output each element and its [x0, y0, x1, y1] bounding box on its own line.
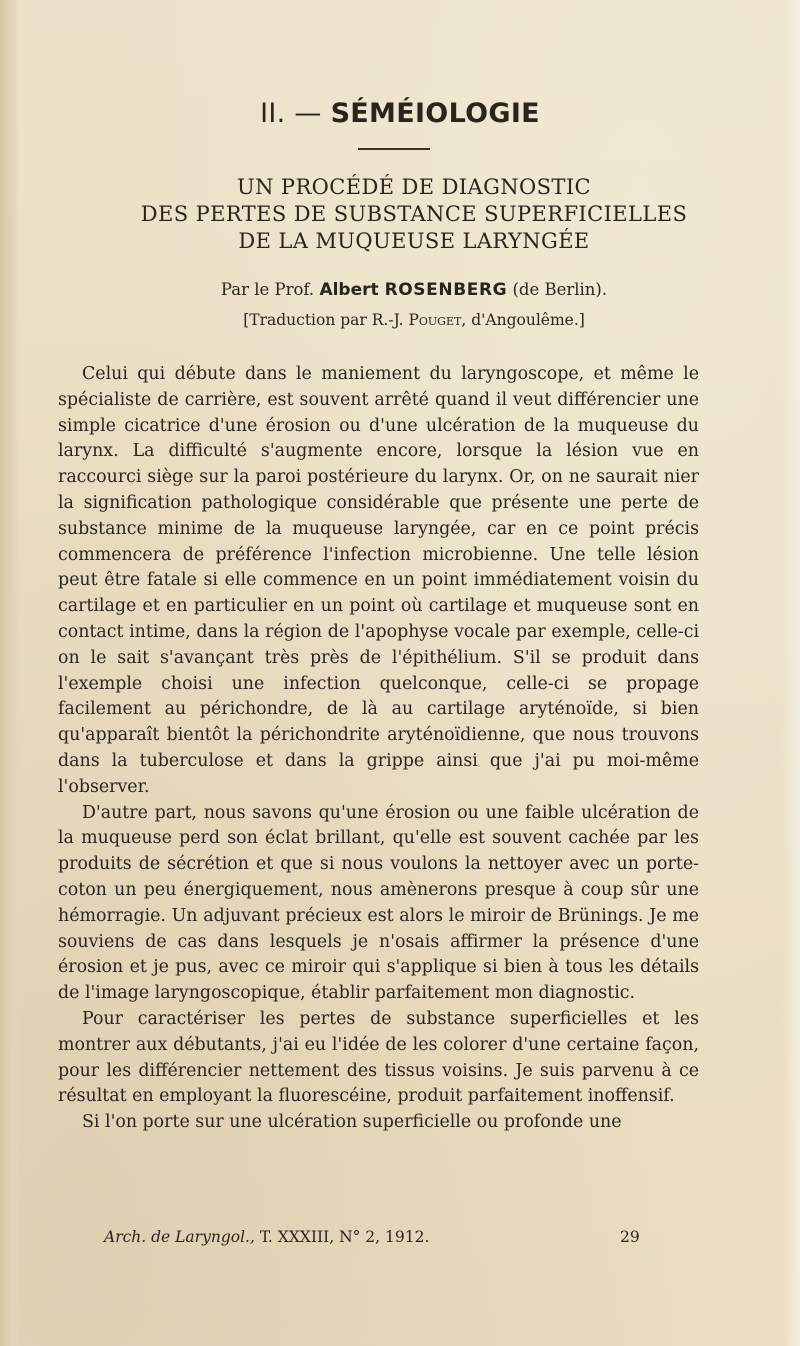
article-title-line: DE LA MUQUEUSE LARYNGÉE	[238, 229, 590, 253]
byline-prefix: Par le Prof.	[220, 280, 315, 299]
article-title-line: UN PROCÉDÉ DE DIAGNOSTIC	[236, 175, 591, 199]
translation-prefix: [Traduction par R.-J.	[243, 311, 404, 329]
author-affiliation: (de Berlin).	[512, 280, 608, 299]
journal-volume: T. XXXIII, N° 2, 1912.	[259, 1228, 430, 1246]
body-paragraph: D'autre part, nous savons qu'une érosion ou une faible ulcération de la muqueuse perd son éclat brillant, qu'elle est souvent cachée par les produits de sécrétion et que si nous voulons la nettoyer avec un porte-coton un peu énergiquement, nous amènerons presque à coup sûr une hémorragie. Un adjuvant précieux est alors le miroir de Brünings. Je me souviens de cas dans lesquels je n'osais affirmer la présence d'une érosion et je pus, avec ce miroir qui s'applique si bien à tous les détails de l'image laryngoscopique, établir parfaitement mon diagnostic.	[58, 802, 699, 1004]
body-paragraph: Si l'on porte sur une ulcération superficielle ou profonde une	[82, 1112, 622, 1133]
article-title-line: DES PERTES DE SUBSTANCE SUPERFICIELLES	[140, 202, 688, 226]
author-name	[319, 280, 507, 300]
section-number: II. —	[260, 98, 322, 129]
section-heading	[0, 98, 800, 129]
article-title	[0, 174, 800, 255]
body-paragraph: Pour caractériser les pertes de substance superficielles et les montrer aux débutants, j'ai eu l'idée de les colorer d'une certaine façon, pour les différencier nettement des tissus voisins. Je suis parvenu à ce résultat en employant la fluorescéine, produit parfaitement inoffensif.	[58, 1008, 699, 1107]
translator-name: Pouget,	[408, 311, 467, 329]
translation-credit	[0, 311, 800, 329]
page-footer	[104, 1228, 644, 1246]
journal-name: Arch. de Laryngol.,	[104, 1228, 255, 1246]
article-body	[58, 362, 699, 1136]
author-surname: ROSENBERG	[384, 280, 508, 300]
page-number: 29	[620, 1228, 640, 1246]
byline	[0, 280, 800, 300]
translation-suffix: d'Angoulême.]	[471, 311, 585, 329]
author-first-name: Albert	[319, 280, 379, 300]
body-paragraph: Celui qui débute dans le maniement du laryngoscope, et même le spécialiste de carrière, est souvent arrêté quand il veut différencier une simple cicatrice d'une érosion ou d'une ulcération de la muqueuse du larynx. La difficulté s'augmente encore, lorsque la lésion vue en raccourci siège sur la paroi postérieure du larynx. Or, on ne saurait nier la signification pathologique considérable que présente une perte de substance minime de la muqueuse laryngée, car en ce point précis commencera de préférence l'infection microbienne. Une telle lésion peut être fatale si elle commence en un point immédiatement voisin du cartilage et en particulier en un point où cartilage et muqueuse sont en contact intime, dans la région de l'apophyse vocale par exemple, celle-ci on le sait s'avançant très près de l'épithélium. S'il se produit dans l'exemple choisi une infection quelconque, celle-ci se propage facilement au périchondre, de là au cartilage aryténoïde, si bien qu'apparaît bientôt la périchondrite aryténoïdienne, que nous trouvons dans la tuberculose et dans la grippe ainsi que j'ai pu moi-même l'observer.	[58, 364, 699, 797]
title-rule	[358, 148, 430, 150]
section-title: SÉMÉIOLOGIE	[330, 98, 540, 129]
